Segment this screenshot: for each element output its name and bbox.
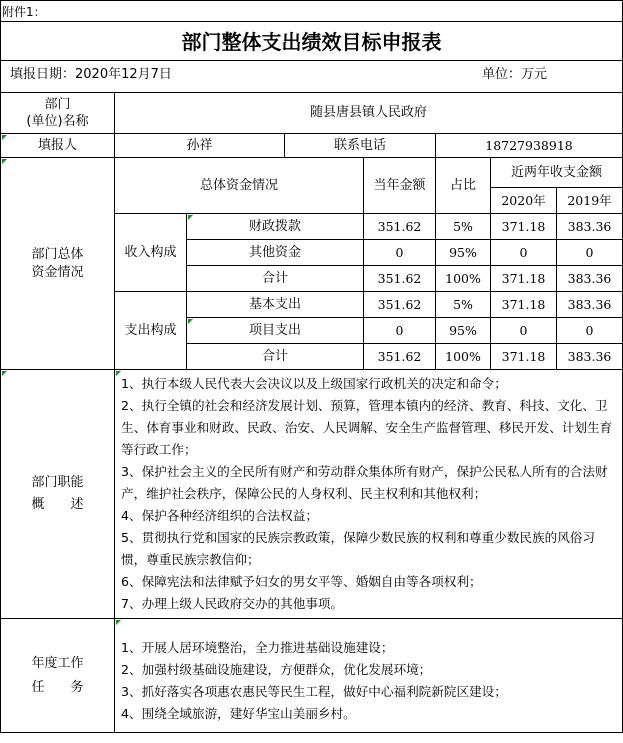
expense-item-2019: 383.36 [557, 292, 623, 318]
duty-item: 5、贯彻执行党和国家的民族宗教政策，保障少数民族的权利和尊重少数民族的风俗习惯，尊重民族宗教信仰； [121, 530, 595, 567]
duty-item: 6、保障宪法和法律赋予妇女的男女平等、婚姻自由等各项权利； [121, 574, 482, 589]
income-item-2019: 0 [557, 240, 623, 266]
year-2020-label: 2020年 [491, 188, 557, 214]
expense-label: 支出构成 [115, 292, 187, 370]
income-item-ratio: 5% [436, 214, 491, 240]
attachment-label: 附件1： [2, 5, 46, 19]
income-item-amount: 351.62 [364, 214, 436, 240]
dept-name-label: 部门 (单位)名称 [1, 93, 115, 134]
income-total-label: 合计 [187, 266, 364, 292]
income-item-2020: 0 [491, 240, 557, 266]
income-item-name: 财政拨款 [187, 214, 364, 240]
annual-tasks-label [1, 619, 115, 733]
fill-date: 填报日期：2020年12月7日 [10, 67, 172, 82]
annual-tasks-text [115, 619, 623, 733]
expense-item-amount: 351.62 [364, 292, 436, 318]
expense-item-ratio: 5% [436, 292, 491, 318]
expense-total-ratio: 100% [436, 344, 491, 370]
annual-tasks-row [1, 619, 623, 733]
duties-label-line2: 概 述 [31, 497, 84, 512]
year-2019-label: 2019年 [557, 188, 623, 214]
expense-item-2019: 0 [557, 318, 623, 344]
duty-item: 1、执行本级人民代表大会决议以及上级国家行政机关的决定和命令； [121, 376, 507, 391]
overall-funds-label: 总体资金情况 [115, 158, 364, 214]
expense-item-name: 项目支出 [187, 318, 364, 344]
dept-name-row [1, 93, 623, 134]
income-total-2019: 383.36 [557, 266, 623, 292]
ratio-label: 占比 [436, 158, 491, 214]
expense-item-2020: 0 [491, 318, 557, 344]
income-label: 收入构成 [115, 214, 187, 292]
income-total-2020: 371.18 [491, 266, 557, 292]
duties-label-line1: 部门职能 [31, 475, 84, 490]
income-total-ratio: 100% [436, 266, 491, 292]
duties-text [115, 370, 623, 619]
duties-label [1, 370, 115, 619]
income-item-amount: 0 [364, 240, 436, 266]
task-item: 4、围绕全域旅游，建好华宝山美丽乡村。 [121, 706, 356, 721]
income-item-name: 其他资金 [187, 240, 364, 266]
expense-item-ratio: 95% [436, 318, 491, 344]
dept-name-value: 随县唐县镇人民政府 [115, 93, 623, 134]
funds-header-row-1 [1, 158, 623, 188]
funds-section-label: 部门总体 资金情况 [1, 158, 115, 370]
annual-tasks-label-line1: 年度工作 [31, 655, 84, 671]
duties-row [1, 370, 623, 619]
income-item-2019: 383.36 [557, 214, 623, 240]
duty-item: 2、执行全镇的社会和经济发展计划、预算，管理本镇内的经济、教育、科技、文化、卫生、体育事业和财政、民政、治安、人民调解、安全生产监督管理、移民开发、计划生育等行政工作； [121, 398, 613, 457]
main-table [0, 92, 623, 733]
expense-total-label: 合计 [187, 344, 364, 370]
duty-item: 4、保护各种经济组织的合法权益； [121, 508, 318, 523]
income-item-ratio: 95% [436, 240, 491, 266]
phone-label: 联系电话 [285, 134, 436, 158]
expense-item-name: 基本支出 [187, 292, 364, 318]
task-item: 3、抓好落实各项惠农惠民等民生工程，做好中心福利院新院区建设； [121, 684, 507, 699]
current-amount-label: 当年金额 [364, 158, 436, 214]
filler-row [1, 134, 623, 158]
expense-total-amount: 351.62 [364, 344, 436, 370]
page-title: 部门整体支出绩效目标申报表 [181, 30, 442, 54]
duty-item: 3、保护社会主义的全民所有财产和劳动群众集体所有财产，保护公民私人所有的合法财产，维护社会秩序，保障公民的人身权利、民主权利和其他权利； [121, 464, 608, 501]
income-total-amount: 351.62 [364, 266, 436, 292]
filler-value: 孙祥 [115, 134, 285, 158]
task-item: 2、加强村级基础设施建设，方便群众，优化发展环境； [121, 662, 432, 677]
expense-total-2020: 371.18 [491, 344, 557, 370]
filler-label: 填报人 [1, 134, 115, 158]
title-top-border [0, 21, 622, 22]
title-bottom-border [0, 60, 622, 61]
expense-item-2020: 371.18 [491, 292, 557, 318]
recent-two-years-label: 近两年收支金额 [491, 158, 623, 188]
top-border [0, 0, 622, 1]
unit-label: 单位：万元 [482, 67, 548, 82]
income-item-2020: 371.18 [491, 214, 557, 240]
expense-item-amount: 0 [364, 318, 436, 344]
annual-tasks-label-line2: 任 务 [31, 679, 84, 695]
task-item: 1、开展人居环境整治，全力推进基础设施建设； [121, 640, 394, 655]
duty-item: 7、办理上级人民政府交办的其他事项。 [121, 596, 344, 611]
expense-total-2019: 383.36 [557, 344, 623, 370]
phone-value: 18727938918 [436, 134, 623, 158]
